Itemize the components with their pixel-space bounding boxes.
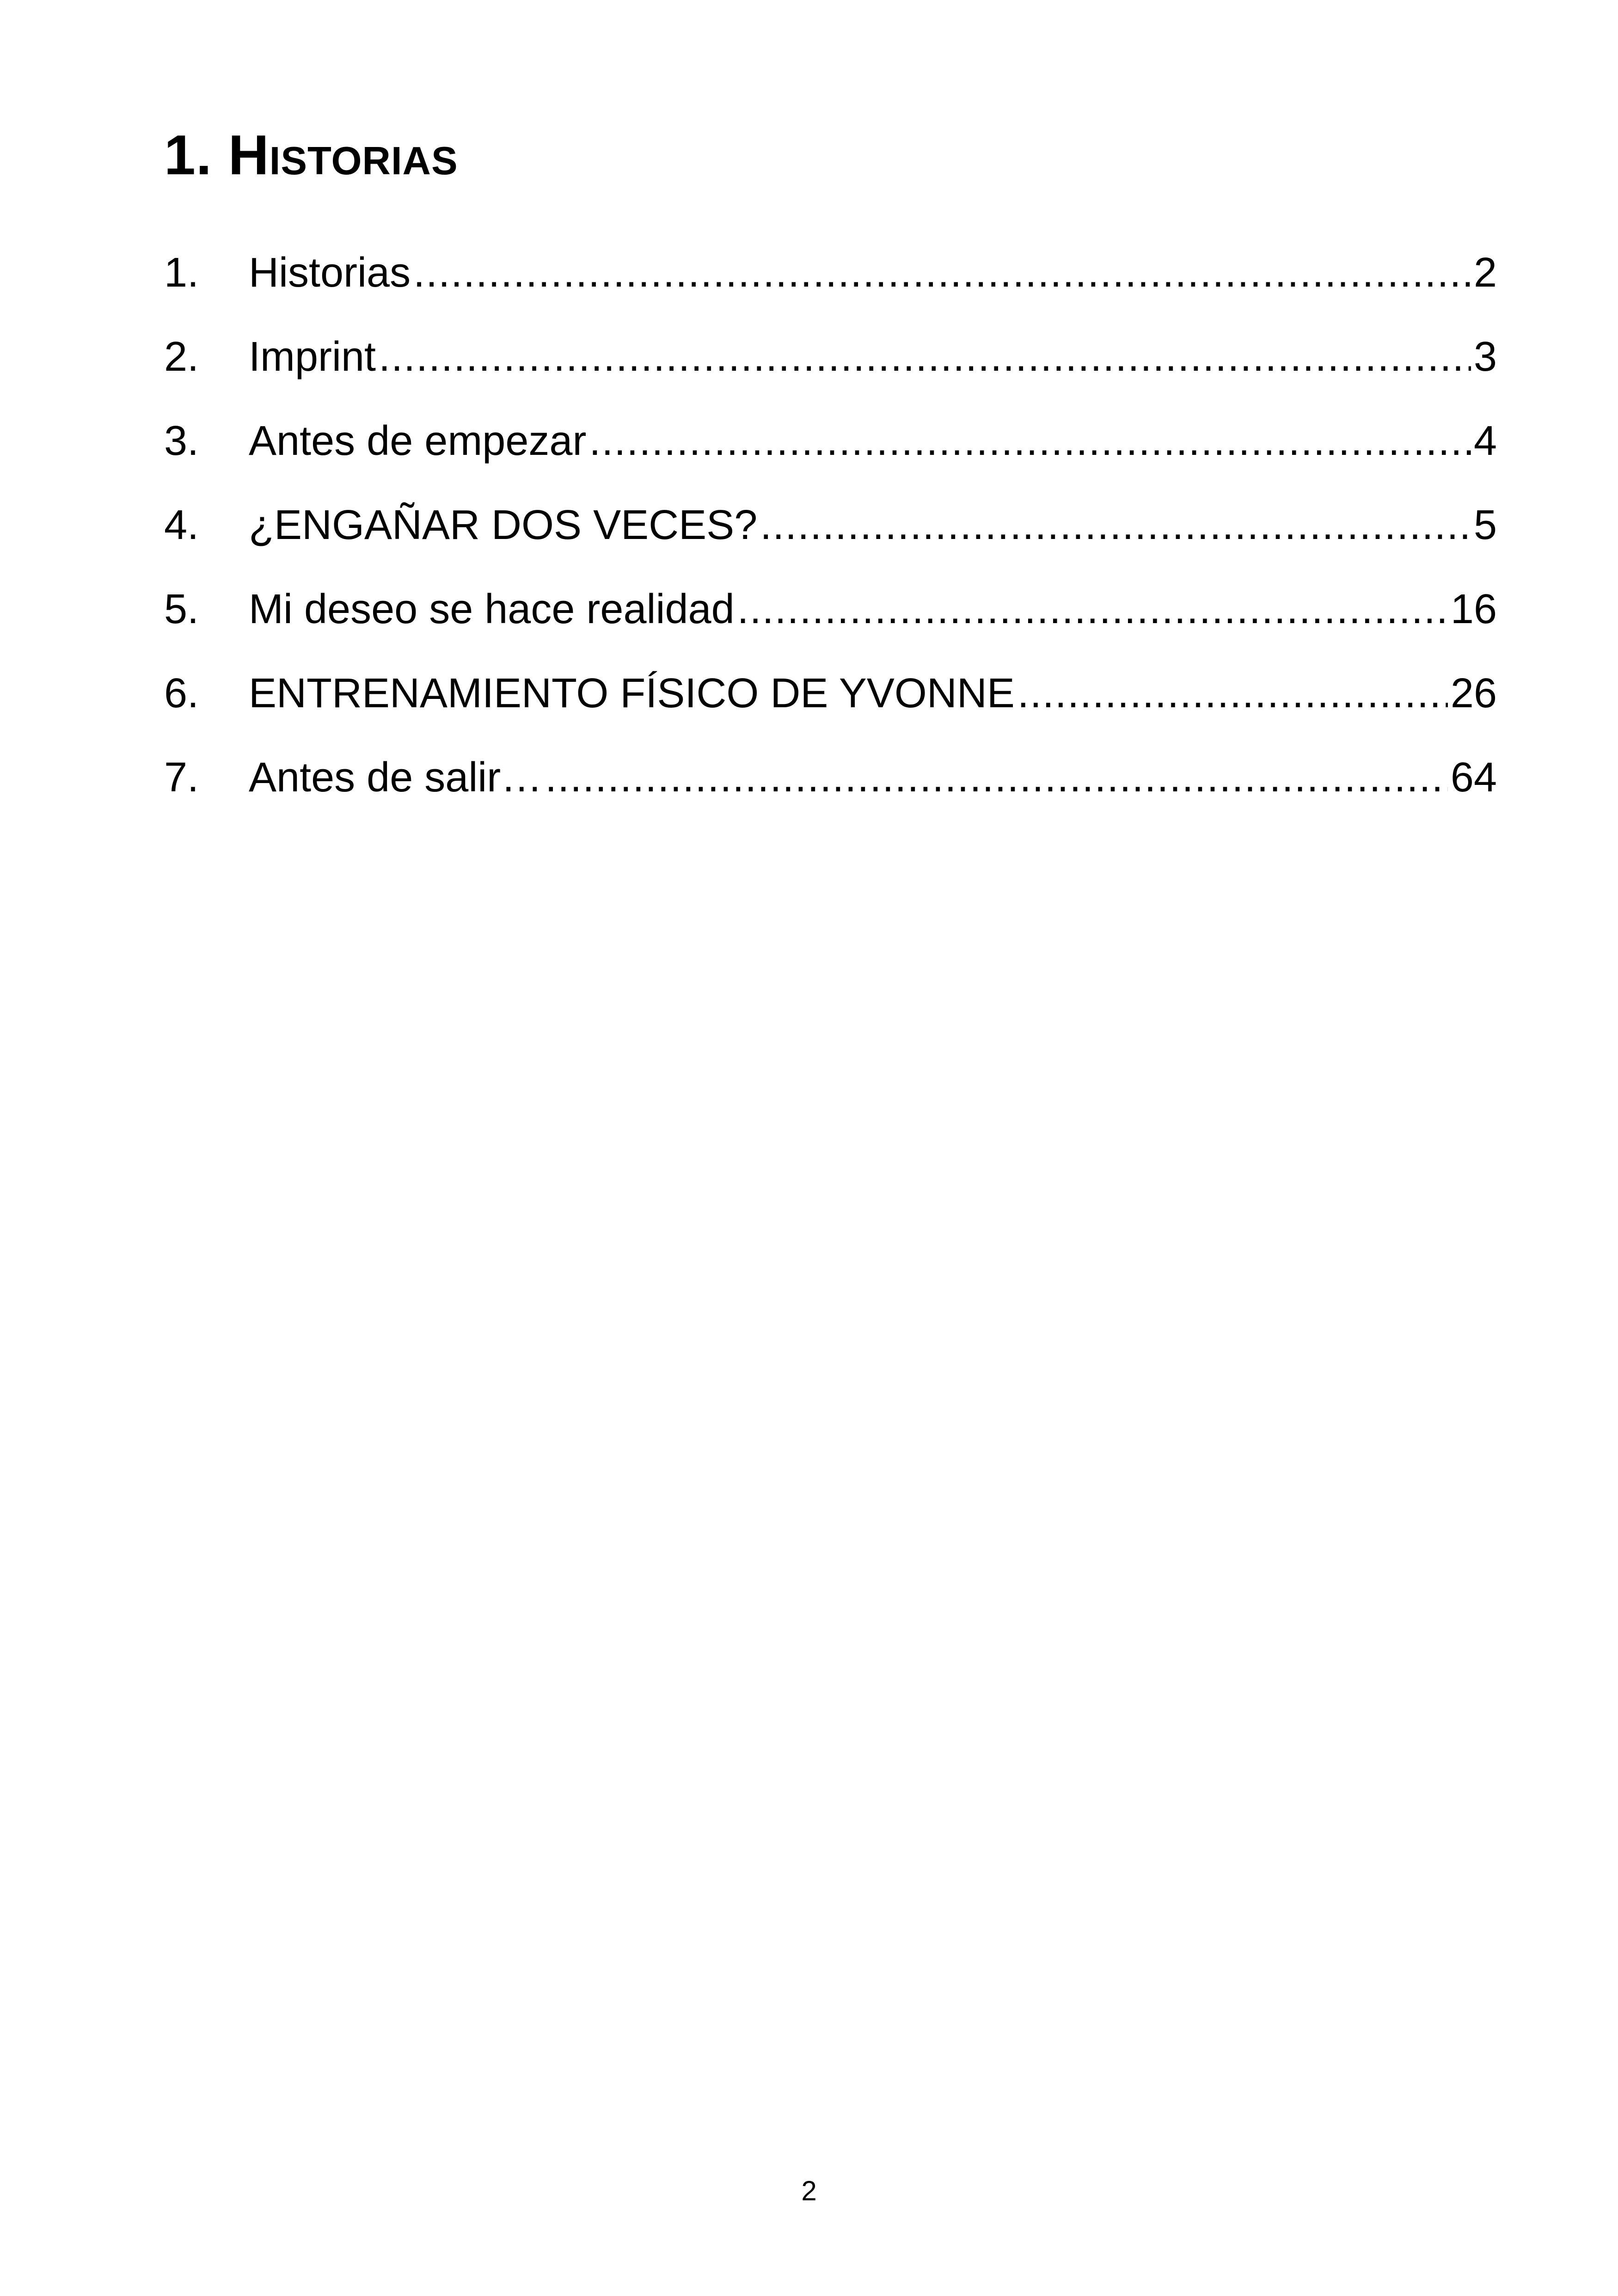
toc-entry[interactable] — [164, 329, 1497, 413]
toc-entry-page: 3 — [1473, 334, 1497, 380]
toc-entry[interactable] — [164, 497, 1497, 582]
toc-entry-title: Mi deseo se hace realidad — [249, 586, 735, 632]
toc-entry-title: Antes de salir… — [249, 754, 543, 801]
toc-entry[interactable] — [164, 750, 1497, 834]
toc-entry-title: Historias — [249, 250, 411, 296]
toc-entry-page: 16 — [1450, 586, 1497, 632]
toc-entry-page: 64 — [1450, 754, 1497, 801]
toc-entry-number: 1. — [164, 250, 199, 296]
toc-entry-title: Imprint — [249, 334, 376, 380]
toc-entry-number: 4. — [164, 502, 199, 548]
toc-dot-leader — [760, 497, 1471, 553]
toc-dot-leader — [545, 750, 1448, 805]
toc-entry-page: 2 — [1473, 250, 1497, 296]
toc-dot-leader — [379, 329, 1471, 385]
toc-entry-number: 7. — [164, 754, 199, 801]
toc-entry-title: Antes de empezar — [249, 418, 587, 464]
toc-dot-leader — [1017, 666, 1448, 721]
toc-entry-number: 2. — [164, 334, 199, 380]
toc-entry-number: 3. — [164, 418, 199, 464]
toc-dot-leader — [737, 582, 1448, 637]
toc-dot-leader — [589, 413, 1471, 469]
toc-entry-number: 6. — [164, 670, 199, 716]
table-of-contents — [164, 245, 1497, 834]
section-heading: 1. Historias — [164, 123, 458, 186]
toc-entry[interactable] — [164, 245, 1497, 329]
toc-entry-title: ¿ENGAÑAR DOS VECES? — [249, 502, 758, 548]
toc-entry-page: 5 — [1473, 502, 1497, 548]
toc-entry[interactable] — [164, 666, 1497, 750]
toc-entry[interactable] — [164, 582, 1497, 666]
toc-dot-leader — [413, 245, 1471, 300]
toc-entry-title: ENTRENAMIENTO FÍSICO DE YVONNE — [249, 670, 1015, 716]
page-number: 2 — [801, 2175, 817, 2206]
toc-entry-page: 26 — [1450, 670, 1497, 716]
toc-entry-page: 4 — [1473, 418, 1497, 464]
toc-entry-number: 5. — [164, 586, 199, 632]
toc-entry[interactable] — [164, 413, 1497, 497]
